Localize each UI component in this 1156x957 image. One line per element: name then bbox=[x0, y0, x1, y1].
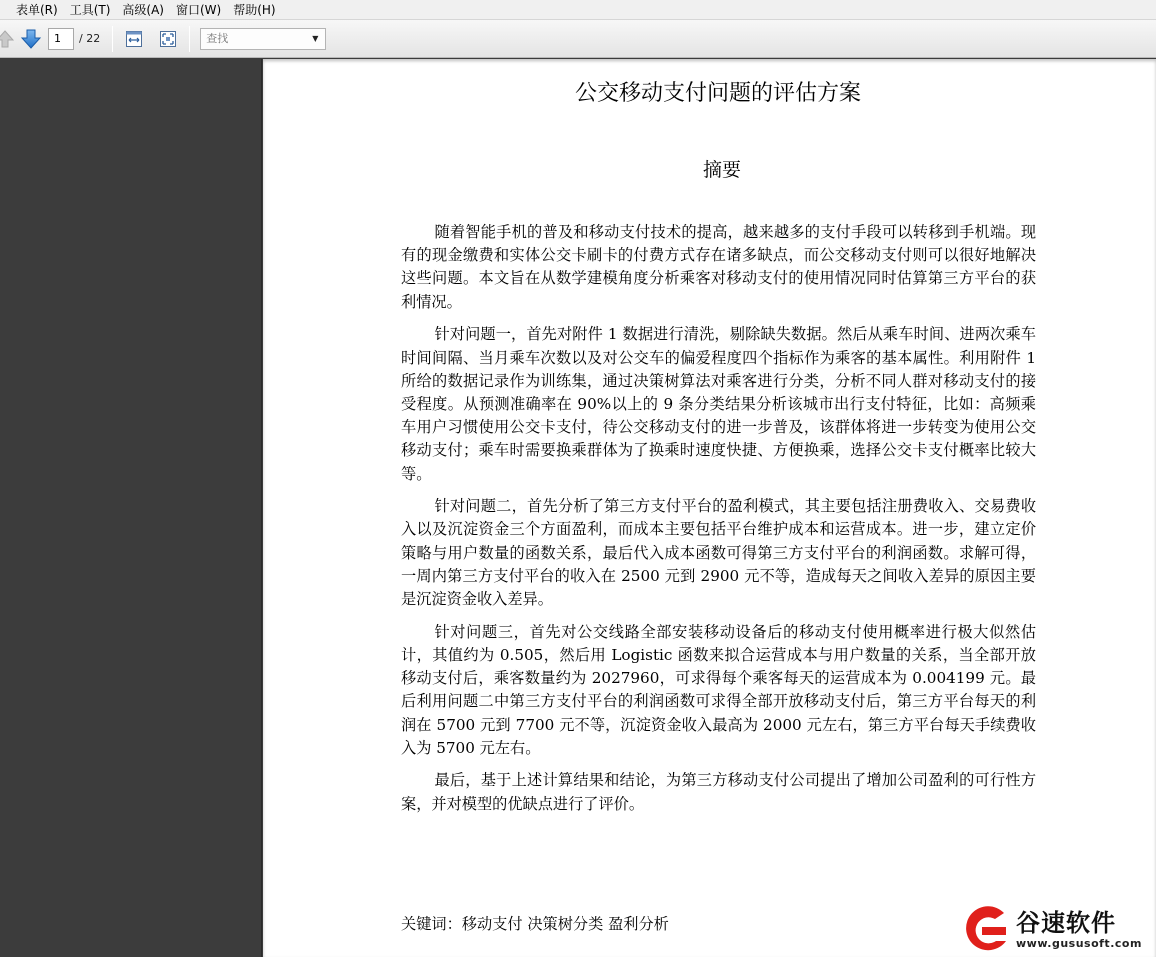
arrow-down-icon bbox=[20, 28, 42, 50]
full-screen-icon bbox=[158, 29, 178, 49]
menu-bar bbox=[0, 0, 1156, 20]
toolbar-separator bbox=[189, 26, 190, 52]
watermark-text bbox=[1016, 909, 1142, 950]
navigation-panel bbox=[0, 59, 262, 957]
page-number-input[interactable] bbox=[48, 28, 74, 50]
page-total: / 22 bbox=[79, 32, 101, 45]
dropdown-arrow-icon[interactable]: ▼ bbox=[312, 34, 319, 43]
abstract-paragraph: 针对问题三，首先对公交线路全部安装移动设备后的移动支付使用概率进行极大似然估计，其值约为 0.505，然后用 Logistic 函数来拟合运营成本与用户数量的关系，当全部开放移动支付后，乘客数量约为 2027960，可求得每个乘客每天的运营成本为 0.004199 元。最后利用问题二中第三方支付平台的利润函数可求得全部开放移动支付后，第三方平台每天的利润在 5700 元到 7700 元不等，沉淀资金收入最高为 2000 元左右，第三方平台每天手续费收入为 5700 元左右。 bbox=[401, 622, 1036, 757]
previous-page-button[interactable] bbox=[0, 26, 14, 52]
abstract-paragraph: 针对问题一，首先对附件 1 数据进行清洗，剔除缺失数据。然后从乘车时间、进两次乘车时间间隔、当月乘车次数以及对公交车的偏爱程度四个指标作为乘客的基本属性。利用附件 1 所给的数据记录作为训练集，通过决策树算法对乘客进行分类，分析不同人群对移动支付的接受程度。从预测准确率在 90%以上的 9 条分类结果分析该城市出行支付特征，比如：高频乘车用户习惯使用公交卡支付，待公交移动支付的进一步普及，该群体将进一步转变为使用公交移动支付；乘车时需要换乘群体为了换乘时速度快捷、方便换乘，选择公交卡支付概率比较大等。 bbox=[401, 325, 1036, 483]
fit-width-button[interactable] bbox=[121, 26, 147, 52]
keywords: 关键词：移动支付 决策树分类 盈利分析 bbox=[401, 915, 669, 933]
abstract-paragraph: 随着智能手机的普及和移动支付技术的提高，越来越多的支付手段可以转移到手机端。现有的现金缴费和实体公交卡刷卡的付费方式存在诸多缺点，而公交移动支付则可以很好地解决这些问题。本文旨在从数学建模角度分析乘客对移动支付的使用情况同时估算第三方平台的获利情况。 bbox=[401, 223, 1036, 311]
document-page bbox=[263, 59, 1156, 957]
watermark bbox=[958, 902, 1156, 957]
abstract-body bbox=[401, 221, 1036, 825]
watermark-name: 谷速软件 bbox=[1016, 909, 1116, 937]
toolbar-separator bbox=[112, 26, 113, 52]
menu-window[interactable]: 窗口(W) bbox=[175, 2, 222, 17]
abstract-heading: 摘要 bbox=[702, 159, 741, 181]
menu-help[interactable]: 帮助(H) bbox=[233, 2, 276, 17]
gususoft-logo-icon bbox=[958, 903, 1012, 957]
fit-width-icon bbox=[124, 29, 144, 49]
arrow-up-icon bbox=[0, 29, 14, 49]
abstract-paragraph: 针对问题二，首先分析了第三方支付平台的盈利模式，其主要包括注册费收入、交易费收入以及沉淀资金三个方面盈利，而成本主要包括平台维护成本和运营成本。进一步，建立定价策略与用户数量的函数关系，最后代入成本函数可得第三方支付平台的利润函数。求解可得，一周内第三方支付平台的收入在 2500 元到 2900 元不等，造成每天之间收入差异的原因主要是沉淀资金收入差异。 bbox=[401, 497, 1036, 609]
toolbar bbox=[0, 20, 1156, 58]
menu-advanced[interactable]: 高级(A) bbox=[122, 2, 164, 17]
full-screen-button[interactable] bbox=[155, 26, 181, 52]
document-title: 公交移动支付问题的评估方案 bbox=[574, 81, 861, 106]
find-input[interactable] bbox=[200, 28, 326, 50]
menu-tools[interactable]: 工具(T) bbox=[69, 2, 111, 17]
menu-form[interactable]: 表单(R) bbox=[16, 2, 58, 17]
abstract-paragraph: 最后，基于上述计算结果和结论，为第三方移动支付公司提出了增加公司盈利的可行性方案，并对模型的优缺点进行了评价。 bbox=[401, 771, 1036, 813]
next-page-button[interactable] bbox=[18, 26, 44, 52]
watermark-url: www.gususoft.com bbox=[1016, 937, 1142, 950]
